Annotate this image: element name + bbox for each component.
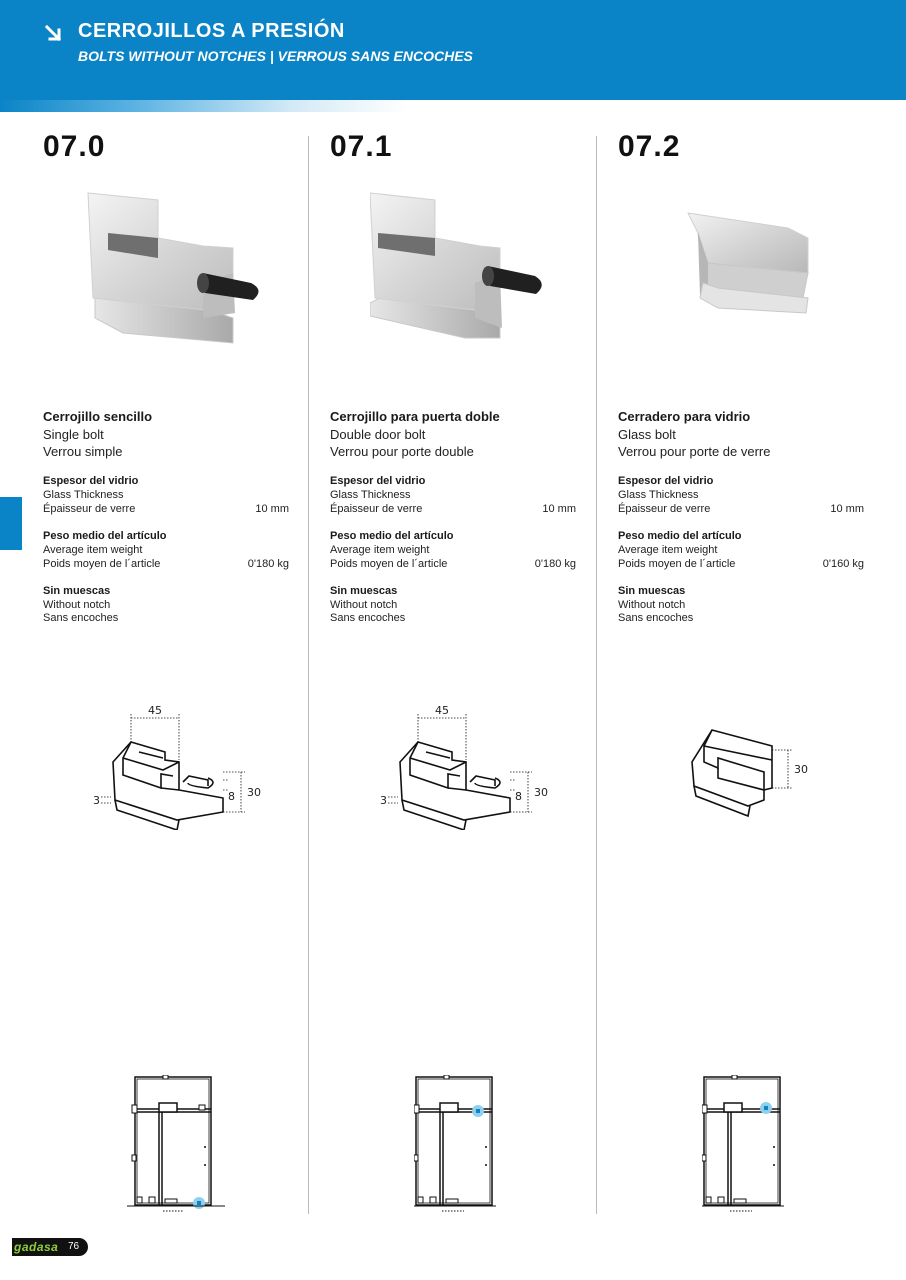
installation-plan-diagram — [702, 1075, 802, 1220]
dim-width-label: 45 — [148, 704, 162, 717]
glass-thickness-label-es: Espesor del vidrio — [618, 475, 714, 487]
product-column-07-0 — [43, 130, 289, 1220]
weight-label-es: Peso medio del artículo — [330, 530, 454, 542]
product-name-fr: Verrou pour porte de verre — [618, 444, 771, 459]
product-name-fr: Verrou pour porte double — [330, 444, 474, 459]
notch-label-es: Sin muescas — [330, 585, 398, 597]
brand-logo — [12, 1238, 88, 1256]
glass-thickness-value: 10 mm — [542, 503, 576, 515]
weight-label-fr: Poids moyen de l´article — [43, 558, 161, 570]
notch-label-en: Without notch — [618, 599, 686, 611]
product-name-es: Cerrojillo para puerta doble — [330, 409, 500, 424]
notch-label-fr: Sans encoches — [330, 612, 406, 624]
notch-label-fr: Sans encoches — [618, 612, 694, 624]
dim-height-label: 30 — [794, 763, 808, 776]
page-subtitle: BOLTS WITHOUT NOTCHES | VERROUS SANS ENCOCHES — [78, 48, 473, 64]
weight-label-es: Peso medio del artículo — [618, 530, 742, 542]
dim-base-label: 3 — [380, 794, 387, 807]
notch-label-es: Sin muescas — [43, 585, 111, 597]
glass-thickness-value: 10 mm — [830, 503, 864, 515]
glass-thickness-label-en: Glass Thickness — [330, 489, 411, 501]
glass-thickness-label-en: Glass Thickness — [618, 489, 699, 501]
product-code: 07.1 — [330, 130, 393, 163]
glass-thickness-label-es: Espesor del vidrio — [43, 475, 139, 487]
page-header — [0, 0, 906, 100]
arrow-down-right-icon — [44, 24, 64, 44]
product-name-en: Glass bolt — [618, 427, 676, 442]
notch-label-es: Sin muescas — [618, 585, 686, 597]
installation-plan-diagram — [414, 1075, 514, 1220]
glass-thickness-label-fr: Épaisseur de verre — [43, 503, 136, 515]
dim-width-label: 45 — [435, 704, 449, 717]
page-title: CERROJILLOS A PRESIÓN — [78, 20, 345, 42]
dim-base-label: 3 — [93, 794, 100, 807]
product-name-en: Single bolt — [43, 427, 104, 442]
column-divider — [596, 136, 597, 1214]
product-column-07-2 — [618, 130, 864, 1220]
product-code: 07.2 — [618, 130, 681, 163]
column-divider — [308, 136, 309, 1214]
product-name-es: Cerradero para vidrio — [618, 409, 751, 424]
product-photo-glass-bolt — [658, 188, 858, 358]
glass-thickness-label-es: Espesor del vidrio — [330, 475, 426, 487]
product-name-fr: Verrou simple — [43, 444, 123, 459]
page-number: 76 — [68, 1241, 80, 1252]
product-column-07-1 — [330, 130, 576, 1220]
technical-drawing — [380, 700, 550, 830]
notch-label-en: Without notch — [43, 599, 111, 611]
technical-drawing — [668, 700, 838, 830]
brand-name: gadasa — [14, 1240, 59, 1254]
notch-label-en: Without notch — [330, 599, 398, 611]
weight-label-en: Average item weight — [618, 544, 718, 556]
dim-pin-label: 8 — [228, 790, 235, 803]
glass-thickness-label-fr: Épaisseur de verre — [618, 503, 711, 515]
weight-label-fr: Poids moyen de l´article — [618, 558, 736, 570]
weight-label-fr: Poids moyen de l´article — [330, 558, 448, 570]
product-photo-single-bolt — [83, 188, 283, 358]
product-photo-double-door-bolt — [370, 188, 570, 358]
technical-drawing — [93, 700, 263, 830]
product-name-es: Cerrojillo sencillo — [43, 409, 153, 424]
section-tab — [0, 497, 22, 550]
weight-value: 0'180 kg — [247, 558, 289, 570]
notch-label-fr: Sans encoches — [43, 612, 119, 624]
weight-label-en: Average item weight — [43, 544, 143, 556]
product-code: 07.0 — [43, 130, 106, 163]
glass-thickness-label-en: Glass Thickness — [43, 489, 124, 501]
weight-value: 0'180 kg — [534, 558, 576, 570]
product-name-en: Double door bolt — [330, 427, 426, 442]
dim-height-label: 30 — [534, 786, 548, 799]
glass-thickness-label-fr: Épaisseur de verre — [330, 503, 423, 515]
glass-thickness-value: 10 mm — [255, 503, 289, 515]
weight-label-en: Average item weight — [330, 544, 430, 556]
header-gradient-strip — [0, 100, 906, 112]
installation-plan-diagram — [127, 1075, 227, 1220]
dim-height-label: 30 — [247, 786, 261, 799]
weight-label-es: Peso medio del artículo — [43, 530, 167, 542]
weight-value: 0'160 kg — [822, 558, 864, 570]
dim-pin-label: 8 — [515, 790, 522, 803]
